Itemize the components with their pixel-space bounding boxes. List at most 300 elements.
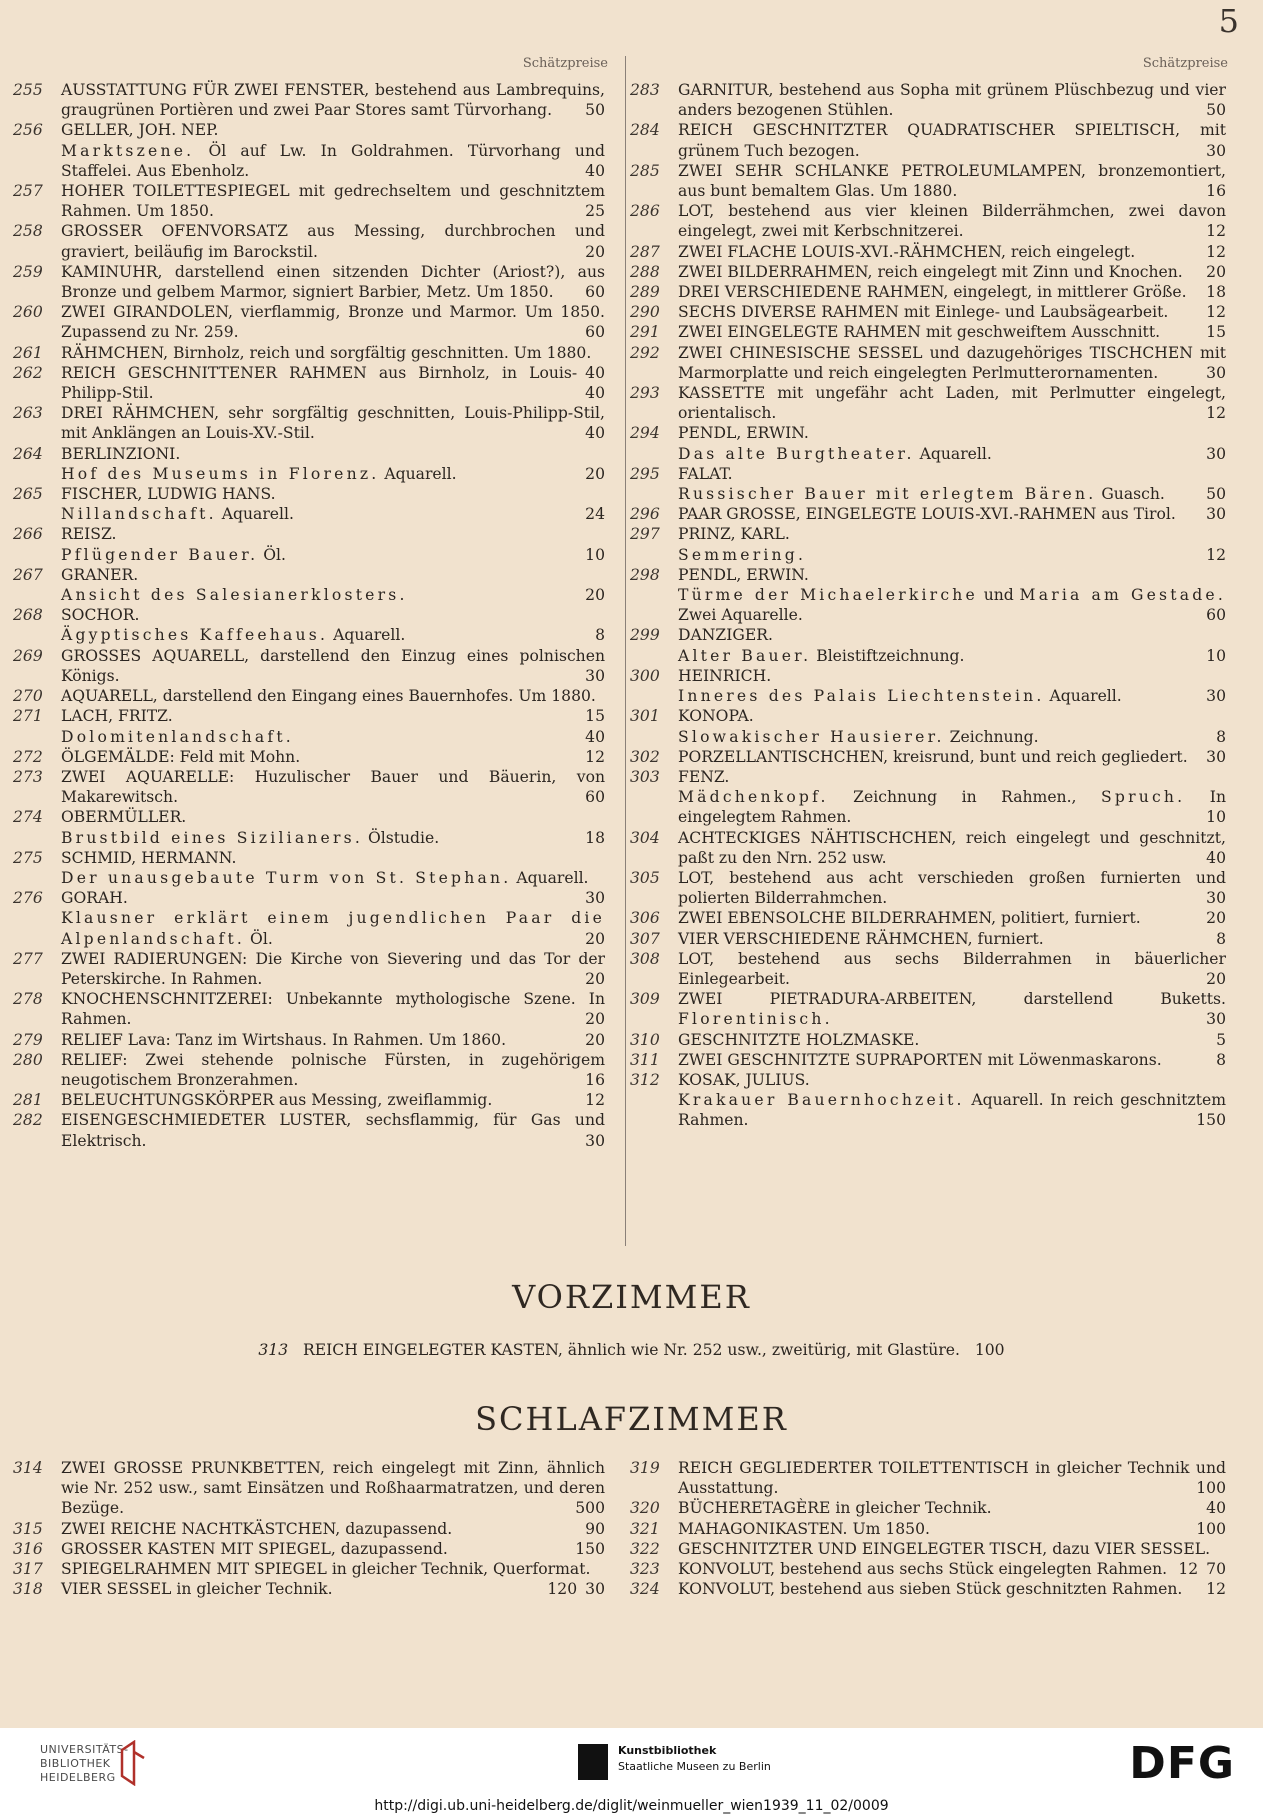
entry-number: 256 bbox=[13, 121, 43, 140]
section-title-vorzimmer: VORZIMMER bbox=[512, 1278, 751, 1316]
entry-text: ZWEI REICHE NACHTKÄSTCHEN, dazupassend. bbox=[61, 1519, 453, 1538]
entry-text: HOHER TOILETTESPIEGEL mit gedrechseltem und geschnitztem Rahmen. Um 1850. bbox=[61, 182, 605, 221]
entry-text: ZWEI AQUARELLE: Huzulischer Bauer und Bäuerin, von Makarewitsch. bbox=[61, 767, 605, 807]
entry-text: AQUARELL, darstellend den Eingang eines Bauernhofes. Um 1880. bbox=[61, 687, 596, 706]
kunstbibliothek-subtitle: Staatliche Museen zu Berlin bbox=[618, 1760, 771, 1773]
catalog-entry-305 bbox=[630, 868, 1226, 908]
entry-price: 90 bbox=[585, 1519, 605, 1538]
entry-text: KAMINUHR, darstellend einen sitzenden Dichter (Ariost?), aus Bronze und gelbem Marmor, signiert Barbier, Metz. Um 1850. bbox=[61, 262, 605, 302]
entry-number: 292 bbox=[630, 343, 660, 362]
entry-price: 20 bbox=[585, 464, 605, 483]
kunstbibliothek-title: Kunstbibliothek bbox=[618, 1744, 717, 1757]
right-column-header: Schätzpreise bbox=[1142, 56, 1228, 71]
catalog-entry-308 bbox=[630, 949, 1226, 989]
entry-text: Zeichnung. bbox=[944, 727, 1039, 746]
catalog-entry-266 bbox=[13, 524, 605, 564]
entry-text: FISCHER, LUDWIG HANS. bbox=[61, 485, 276, 504]
column-divider bbox=[625, 56, 626, 1246]
entry-text: ZWEI GIRANDOLEN, vierflammig, Bronze und Marmor. Um 1850. Zupassend zu Nr. 259. bbox=[61, 303, 605, 342]
entry-number: 323 bbox=[630, 1560, 660, 1579]
catalog-entry-303 bbox=[630, 767, 1226, 828]
entry-price: 100 bbox=[1196, 1519, 1226, 1538]
entry-price: 30 bbox=[585, 889, 605, 908]
entry-price: 8 bbox=[595, 626, 605, 645]
entry-number: 294 bbox=[630, 424, 660, 443]
entry-price: 16 bbox=[585, 1070, 605, 1089]
entry-number: 280 bbox=[13, 1050, 43, 1069]
entry-price: 18 bbox=[585, 828, 605, 847]
entry-text: LOT, bestehend aus sechs Bilderrahmen in bäuerlicher Einlegearbeit. bbox=[678, 949, 1226, 988]
entry-price: 15 bbox=[585, 707, 605, 726]
entry-price: 120 bbox=[547, 1580, 578, 1599]
catalog-entry-282 bbox=[13, 1110, 605, 1150]
entry-text: ZWEI RADIERUNGEN: Die Kirche von Sievering und das Tor der Peterskirche. In Rahmen. bbox=[61, 949, 605, 988]
entry-number: 279 bbox=[13, 1030, 43, 1049]
uni-logo-line-3: HEIDELBERG bbox=[40, 1771, 116, 1784]
entry-text: Aquarell. bbox=[511, 868, 589, 887]
entry-price: 12 bbox=[1206, 545, 1226, 564]
catalog-entry-255 bbox=[13, 80, 605, 120]
entry-text: KOSAK, JULIUS. bbox=[678, 1070, 810, 1089]
entry-price: 60 bbox=[585, 788, 605, 807]
entry-number: 266 bbox=[13, 525, 43, 544]
catalog-entry-315 bbox=[13, 1519, 605, 1539]
entry-price: 10 bbox=[1206, 808, 1226, 827]
entry-price: 30 bbox=[585, 1131, 605, 1150]
entry-text: KONVOLUT, bestehend aus sieben Stück geschnitzten Rahmen. bbox=[678, 1580, 1183, 1599]
catalog-entry-295 bbox=[630, 464, 1226, 504]
catalog-entry-302 bbox=[630, 747, 1226, 767]
entry-price: 16 bbox=[1206, 182, 1226, 201]
entry-price: 12 bbox=[585, 747, 605, 766]
entry-number: 299 bbox=[630, 626, 660, 645]
catalog-entry-290 bbox=[630, 302, 1226, 322]
entry-text: RELIEF Lava: Tanz im Wirtshaus. In Rahmen. Um 1860. bbox=[61, 1030, 507, 1049]
entry-number: 305 bbox=[630, 868, 660, 887]
entry-text: PENDL, ERWIN. bbox=[678, 424, 809, 443]
catalog-entry-297 bbox=[630, 524, 1226, 564]
entry-text: Der unausgebaute Turm von St. Stephan. bbox=[61, 868, 512, 887]
catalog-entry-273 bbox=[13, 767, 605, 807]
entry-text: FENZ. bbox=[678, 767, 730, 786]
entry-text: GORAH. bbox=[61, 889, 128, 908]
entry-number: 261 bbox=[13, 343, 43, 362]
entry-number: 310 bbox=[630, 1030, 660, 1049]
entry-text: ZWEI GESCHNITZTE SUPRAPORTEN mit Löwenmaskarons. bbox=[678, 1050, 1162, 1069]
entry-price: 30 bbox=[1206, 889, 1226, 908]
entry-price: 20 bbox=[1206, 262, 1226, 281]
entry-text: DREI RÄHMCHEN, sehr sorgfältig geschnitten, Louis-Philipp-Stil, mit Anklängen an Louis-XV.-Stil. bbox=[61, 404, 605, 443]
entry-text: In eingelegtem Rahmen. bbox=[678, 788, 1226, 827]
uni-logo-line-2: BIBLIOTHEK bbox=[40, 1757, 111, 1770]
catalog-entry-271 bbox=[13, 706, 605, 746]
catalog-entry-320 bbox=[630, 1498, 1226, 1518]
catalog-entry-314 bbox=[13, 1458, 605, 1519]
entry-price: 40 bbox=[585, 727, 605, 746]
entry-price: 20 bbox=[1206, 909, 1226, 928]
entry-price: 20 bbox=[585, 242, 605, 261]
entry-313-number: 313 bbox=[258, 1341, 289, 1359]
catalog-entry-269 bbox=[13, 646, 605, 686]
entry-text: ZWEI FLACHE LOUIS-XVI.-RÄHMCHEN, reich eingelegt. bbox=[678, 242, 1136, 261]
entry-price: 40 bbox=[1206, 1499, 1226, 1518]
entry-price: 30 bbox=[585, 1580, 605, 1599]
entry-number: 271 bbox=[13, 707, 43, 726]
entry-text: DANZIGER. bbox=[678, 626, 773, 645]
entry-price: 150 bbox=[575, 1539, 605, 1558]
catalog-entry-298 bbox=[630, 565, 1226, 626]
entry-price: 50 bbox=[585, 101, 605, 120]
entry-text: SECHS DIVERSE RAHMEN mit Einlege- und Laubsägearbeit. bbox=[678, 303, 1169, 322]
entry-text: Spruch. bbox=[1101, 788, 1186, 807]
entry-number: 298 bbox=[630, 565, 660, 584]
entry-price: 40 bbox=[585, 363, 605, 382]
entry-price: 50 bbox=[1206, 101, 1226, 120]
catalog-entry-296 bbox=[630, 504, 1226, 524]
entry-text: Türme der Michaelerkirche bbox=[678, 586, 978, 605]
entry-text: Klausner erklärt einem jugendlichen Paar die Alpenlandschaft. bbox=[61, 909, 605, 948]
entry-number: 285 bbox=[630, 161, 660, 180]
entry-price: 40 bbox=[585, 424, 605, 443]
catalog-entry-267 bbox=[13, 565, 605, 605]
entry-number: 259 bbox=[13, 262, 43, 281]
entry-price: 20 bbox=[585, 1030, 605, 1049]
catalog-entry-304 bbox=[630, 828, 1226, 868]
entry-number: 268 bbox=[13, 606, 43, 625]
kunstbibliothek-logo bbox=[578, 1742, 771, 1782]
entry-text: Aquarell. bbox=[914, 444, 992, 463]
entry-number: 283 bbox=[630, 81, 660, 99]
entry-number: 273 bbox=[13, 767, 43, 786]
entry-text: BERLINZIONI. bbox=[61, 444, 181, 463]
schlafzimmer-left-column bbox=[13, 1458, 605, 1599]
entry-number: 318 bbox=[13, 1580, 43, 1599]
entry-text: Ansicht des Salesianerklosters. bbox=[61, 586, 408, 605]
entry-price: 24 bbox=[585, 505, 605, 524]
catalog-entry-312 bbox=[630, 1070, 1226, 1131]
entry-text: und bbox=[977, 586, 1020, 605]
entry-text: PENDL, ERWIN. bbox=[678, 565, 809, 584]
entry-text: SOCHOR. bbox=[61, 606, 140, 625]
catalog-entry-274 bbox=[13, 807, 605, 847]
entry-number: 301 bbox=[630, 707, 660, 726]
catalog-entry-268 bbox=[13, 605, 605, 645]
catalog-entry-319 bbox=[630, 1458, 1226, 1498]
entry-price: 18 bbox=[1206, 283, 1226, 302]
entry-price: 30 bbox=[1206, 505, 1226, 524]
entry-number: 297 bbox=[630, 525, 660, 544]
catalog-entry-289 bbox=[630, 282, 1226, 302]
entry-price: 30 bbox=[1206, 141, 1226, 160]
entry-text: Aquarell. In reich geschnitztem Rahmen. bbox=[678, 1091, 1226, 1130]
catalog-entry-323 bbox=[630, 1559, 1226, 1579]
entry-text: Bleistiftzeichnung. bbox=[811, 646, 965, 665]
source-url[interactable]: http://digi.ub.uni-heidelberg.de/diglit/weinmueller_wien1939_11_02/0009 bbox=[374, 1798, 889, 1814]
entry-text: GELLER, JOH. NEP. bbox=[61, 121, 219, 140]
catalog-entry-272 bbox=[13, 747, 605, 767]
catalog-entry-321 bbox=[630, 1519, 1226, 1539]
entry-text: KONOPA. bbox=[678, 707, 754, 726]
catalog-entry-277 bbox=[13, 949, 605, 989]
entry-text: LOT, bestehend aus acht verschieden großen furnierten und polierten Bilderrahmchen. bbox=[678, 868, 1226, 908]
entry-313 bbox=[0, 1341, 1263, 1359]
entry-text: GRANER. bbox=[61, 565, 139, 584]
entry-number: 269 bbox=[13, 646, 43, 665]
entry-number: 276 bbox=[13, 889, 43, 908]
entry-price: 25 bbox=[585, 202, 605, 221]
entry-text: Inneres des Palais Liechtenstein. bbox=[678, 687, 1045, 706]
entry-text: OBERMÜLLER. bbox=[61, 808, 187, 827]
entry-price: 30 bbox=[1206, 747, 1226, 766]
entry-text: REICH GESCHNITZTER QUADRATISCHER SPIELTISCH, mit grünem Tuch bezogen. bbox=[678, 121, 1226, 160]
catalog-entry-294 bbox=[630, 423, 1226, 463]
entry-text: FALAT. bbox=[678, 464, 733, 483]
entry-number: 288 bbox=[630, 262, 660, 281]
uni-logo-line-1: UNIVERSITÄTS- bbox=[40, 1743, 129, 1756]
entry-text: GROSSES AQUARELL, darstellend den Einzug eines polnischen Königs. bbox=[61, 646, 605, 685]
entry-text: KONVOLUT, bestehend aus sechs Stück eingelegten Rahmen. bbox=[678, 1560, 1168, 1579]
entry-number: 290 bbox=[630, 303, 660, 322]
entry-price: 60 bbox=[1206, 606, 1226, 625]
entry-number: 316 bbox=[13, 1539, 43, 1558]
catalog-entry-307 bbox=[630, 929, 1226, 949]
entry-text: ÖLGEMÄLDE: Feld mit Mohn. bbox=[61, 747, 301, 766]
catalog-entry-279 bbox=[13, 1030, 605, 1050]
entry-number: 274 bbox=[13, 808, 43, 827]
entry-number: 289 bbox=[630, 283, 660, 302]
entry-text: Zwei Aquarelle. bbox=[678, 606, 803, 625]
entry-text: Hof des Museums in Florenz. bbox=[61, 464, 380, 483]
entry-price: 12 bbox=[585, 1091, 605, 1110]
catalog-entry-280 bbox=[13, 1050, 605, 1090]
entry-price: 12 bbox=[1206, 222, 1226, 241]
entry-number: 306 bbox=[630, 909, 660, 928]
catalog-entry-301 bbox=[630, 706, 1226, 746]
entry-price: 10 bbox=[1206, 646, 1226, 665]
catalog-entry-293 bbox=[630, 383, 1226, 423]
entry-text: Alter Bauer. bbox=[678, 646, 812, 665]
entry-price: 20 bbox=[585, 1010, 605, 1029]
entry-price: 30 bbox=[1206, 363, 1226, 382]
entry-text: Das alte Burgtheater. bbox=[678, 444, 915, 463]
catalog-entry-287 bbox=[630, 242, 1226, 262]
catalog-entry-281 bbox=[13, 1090, 605, 1110]
entry-text: RELIEF: Zwei stehende polnische Fürsten, in zugehörigem neugotischem Bronzerahmen. bbox=[61, 1050, 605, 1089]
entry-text: Mädchenkopf. bbox=[678, 788, 829, 807]
catalog-entry-324 bbox=[630, 1579, 1226, 1599]
entry-text: Maria am Gestade. bbox=[1019, 586, 1226, 605]
entry-number: 295 bbox=[630, 464, 660, 483]
catalog-entry-316 bbox=[13, 1539, 605, 1559]
entry-text: Ägyptisches Kaffeehaus. bbox=[61, 626, 329, 645]
entry-price: 12 bbox=[1206, 303, 1226, 322]
catalog-entry-264 bbox=[13, 444, 605, 484]
entry-price: 40 bbox=[585, 161, 605, 180]
entry-price: 100 bbox=[1196, 1479, 1226, 1498]
entry-number: 264 bbox=[13, 444, 43, 463]
entry-text: ZWEI BILDERRAHMEN, reich eingelegt mit Zinn und Knochen. bbox=[678, 262, 1183, 281]
entry-text: PORZELLANTISCHCHEN, kreisrund, bunt und reich gegliedert. bbox=[678, 747, 1188, 766]
catalog-entry-288 bbox=[630, 262, 1226, 282]
footer bbox=[0, 1728, 1263, 1819]
entry-number: 324 bbox=[630, 1580, 660, 1599]
entry-number: 320 bbox=[630, 1499, 660, 1518]
entry-text: VIER SESSEL in gleicher Technik. bbox=[61, 1580, 333, 1599]
entry-text: AUSSTATTUNG FÜR ZWEI FENSTER, bestehend aus Lambrequins, graugrünen Portièren und zwei Paar Stores samt Türvorhang. bbox=[61, 81, 605, 120]
entry-price: 30 bbox=[1206, 444, 1226, 463]
entry-text: GARNITUR, bestehend aus Sopha mit grünem Plüschbezug und vier anders bezogenen Stühlen. bbox=[678, 81, 1226, 120]
entry-text: Slowakischer Hausierer. bbox=[678, 727, 945, 746]
entry-price: 20 bbox=[585, 929, 605, 948]
entry-price: 70 bbox=[1206, 1560, 1226, 1579]
entry-number: 309 bbox=[630, 990, 660, 1009]
entry-text: Öl auf Lw. In Goldrahmen. Türvorhang und Staffelei. Aus Ebenholz. bbox=[61, 141, 605, 180]
catalog-entry-256 bbox=[13, 120, 605, 181]
entry-text: KASSETTE mit ungefähr acht Laden, mit Perlmutter eingelegt, orientalisch. bbox=[678, 384, 1226, 423]
entry-text: GROSSER KASTEN MIT SPIEGEL, dazupassend. bbox=[61, 1539, 448, 1558]
schlafzimmer-right-column bbox=[630, 1458, 1226, 1599]
entry-price: 8 bbox=[1216, 929, 1226, 948]
catalog-entry-283 bbox=[630, 80, 1226, 120]
entry-text: EISENGESCHMIEDETER LUSTER, sechsflammig, für Gas und Elektrisch. bbox=[61, 1111, 605, 1150]
catalog-entry-306 bbox=[630, 908, 1226, 928]
catalog-entry-310 bbox=[630, 1030, 1226, 1050]
entry-text: Marktszene. bbox=[61, 141, 195, 160]
entry-text: PAAR GROSSE, EINGELEGTE LOUIS-XVI.-RAHMEN aus Tirol. bbox=[678, 505, 1176, 524]
left-column bbox=[13, 80, 605, 1151]
entry-text: ZWEI CHINESISCHE SESSEL und dazugehöriges TISCHCHEN mit Marmorplatte und reich eingelegten Perlmutterornamenten. bbox=[678, 343, 1226, 382]
catalog-entry-318 bbox=[13, 1579, 605, 1599]
entry-price: 500 bbox=[575, 1499, 605, 1518]
catalog-entry-257 bbox=[13, 181, 605, 221]
entry-price: 12 bbox=[1206, 242, 1226, 261]
catalog-entry-259 bbox=[13, 262, 605, 302]
entry-text: GESCHNITZTER UND EINGELEGTER TISCH, dazu VIER SESSEL. bbox=[678, 1539, 1211, 1558]
entry-text: ZWEI SEHR SCHLANKE PETROLEUMLAMPEN, bronzemontiert, aus bunt bemaltem Glas. Um 1880. bbox=[678, 161, 1226, 201]
catalog-entry-291 bbox=[630, 322, 1226, 342]
entry-price: 10 bbox=[585, 545, 605, 564]
entry-text: REICH GESCHNITTENER RAHMEN aus Birnholz, in Louis-Philipp-Stil. bbox=[61, 363, 578, 403]
entry-text: ZWEI PIETRADURA-ARBEITEN, darstellend Buketts. bbox=[678, 990, 1226, 1009]
entry-text: Öl. bbox=[245, 929, 273, 948]
entry-text: GESCHNITZTE HOLZMASKE. bbox=[678, 1030, 920, 1049]
entry-number: 270 bbox=[13, 687, 43, 706]
catalog-entry-292 bbox=[630, 343, 1226, 383]
entry-price: 8 bbox=[1216, 727, 1226, 746]
entry-price: 40 bbox=[585, 384, 605, 403]
entry-number: 293 bbox=[630, 384, 660, 403]
entry-number: 300 bbox=[630, 666, 660, 685]
catalog-entry-311 bbox=[630, 1050, 1226, 1070]
catalog-entry-265 bbox=[13, 484, 605, 524]
entry-price: 12 bbox=[1206, 1580, 1226, 1599]
dfg-logo: DFG bbox=[1129, 1738, 1235, 1789]
entry-text: Aquarell. bbox=[328, 626, 406, 645]
entry-price: 20 bbox=[1206, 969, 1226, 988]
entry-text: KNOCHENSCHNITZEREI: Unbekannte mythologische Szene. In Rahmen. bbox=[61, 990, 605, 1029]
entry-number: 257 bbox=[13, 182, 43, 201]
entry-number: 281 bbox=[13, 1091, 43, 1110]
entry-text: Semmering. bbox=[678, 545, 807, 564]
entry-number: 321 bbox=[630, 1519, 660, 1538]
entry-text: ZWEI EBENSOLCHE BILDERRAHMEN, politiert, furniert. bbox=[678, 909, 1141, 928]
catalog-entry-260 bbox=[13, 302, 605, 342]
entry-price: 20 bbox=[585, 969, 605, 988]
entry-number: 302 bbox=[630, 747, 660, 766]
entry-number: 303 bbox=[630, 767, 660, 786]
entry-number: 275 bbox=[13, 848, 43, 867]
catalog-entry-258 bbox=[13, 221, 605, 261]
kunstbibliothek-mark-icon bbox=[578, 1744, 608, 1780]
entry-number: 260 bbox=[13, 303, 43, 322]
entry-price: 30 bbox=[1206, 1010, 1226, 1029]
section-title-schlafzimmer: SCHLAFZIMMER bbox=[475, 1400, 788, 1438]
entry-text: REISZ. bbox=[61, 525, 117, 544]
left-column-header: Schätzpreise bbox=[522, 56, 608, 71]
entry-number: 304 bbox=[630, 828, 660, 847]
entry-price: 30 bbox=[1206, 687, 1226, 706]
entry-number: 322 bbox=[630, 1539, 660, 1558]
entry-number: 265 bbox=[13, 485, 43, 504]
entry-text: SPIEGELRAHMEN MIT SPIEGEL in gleicher Technik, Querformat. bbox=[61, 1560, 591, 1579]
entry-text: RÄHMCHEN, Birnholz, reich und sorgfältig geschnitten. Um 1880. bbox=[61, 343, 592, 362]
entry-text: Guasch. bbox=[1096, 485, 1165, 504]
entry-number: 296 bbox=[630, 505, 660, 524]
entry-number: 267 bbox=[13, 565, 43, 584]
entry-text: Nillandschaft. bbox=[61, 505, 217, 524]
entry-text: BELEUCHTUNGSKÖRPER aus Messing, zweiflammig. bbox=[61, 1091, 493, 1110]
entry-text: Zeichnung in Rahmen., bbox=[828, 788, 1101, 807]
entry-text: SCHMID, HERMANN. bbox=[61, 848, 237, 867]
university-library-mark-icon bbox=[120, 1740, 146, 1786]
entry-number: 262 bbox=[13, 363, 43, 382]
catalog-entry-285 bbox=[630, 161, 1226, 201]
entry-text: Russischer Bauer mit erlegtem Bären. bbox=[678, 485, 1097, 504]
catalog-entry-278 bbox=[13, 989, 605, 1029]
entry-price: 8 bbox=[1216, 1050, 1226, 1069]
catalog-entry-299 bbox=[630, 625, 1226, 665]
entry-number: 255 bbox=[13, 81, 43, 99]
entry-number: 278 bbox=[13, 990, 43, 1009]
entry-text: MAHAGONIKASTEN. Um 1850. bbox=[678, 1519, 930, 1538]
entry-price: 20 bbox=[585, 586, 605, 605]
entry-price: 12 bbox=[1206, 404, 1226, 423]
entry-number: 307 bbox=[630, 929, 660, 948]
entry-number: 272 bbox=[13, 747, 43, 766]
entry-text: Aquarell. bbox=[216, 505, 294, 524]
entry-text: Dolomitenlandschaft. bbox=[61, 727, 294, 746]
entry-313-price: 100 bbox=[974, 1341, 1005, 1359]
entry-text: ACHTECKIGES NÄHTISCHCHEN, reich eingelegt und geschnitzt, paßt zu den Nrn. 252 usw. bbox=[678, 828, 1226, 867]
entry-number: 286 bbox=[630, 202, 660, 221]
entry-price: 50 bbox=[1206, 485, 1226, 504]
entry-price: 15 bbox=[1206, 323, 1226, 342]
entry-text: PRINZ, KARL. bbox=[678, 525, 790, 544]
entry-number: 319 bbox=[630, 1459, 660, 1477]
entry-number: 311 bbox=[630, 1050, 660, 1069]
entry-text: Öl. bbox=[258, 545, 286, 564]
entry-text: LOT, bestehend aus vier kleinen Bilderrähmchen, zwei davon eingelegt, zwei mit Kerbschnitzerei. bbox=[678, 202, 1226, 241]
entry-number: 258 bbox=[13, 222, 43, 241]
entry-text: Aquarell. bbox=[379, 464, 457, 483]
entry-313-text: REICH EINGELEGTER KASTEN, ähnlich wie Nr. 252 usw., zweitürig, mit Glastüre. bbox=[303, 1341, 960, 1359]
entry-number: 312 bbox=[630, 1070, 660, 1089]
entry-price: 60 bbox=[585, 323, 605, 342]
entry-text: Pflügender Bauer. bbox=[61, 545, 259, 564]
entry-text: Aquarell. bbox=[1044, 687, 1122, 706]
entry-number: 317 bbox=[13, 1560, 43, 1579]
catalog-entry-309 bbox=[630, 989, 1226, 1029]
